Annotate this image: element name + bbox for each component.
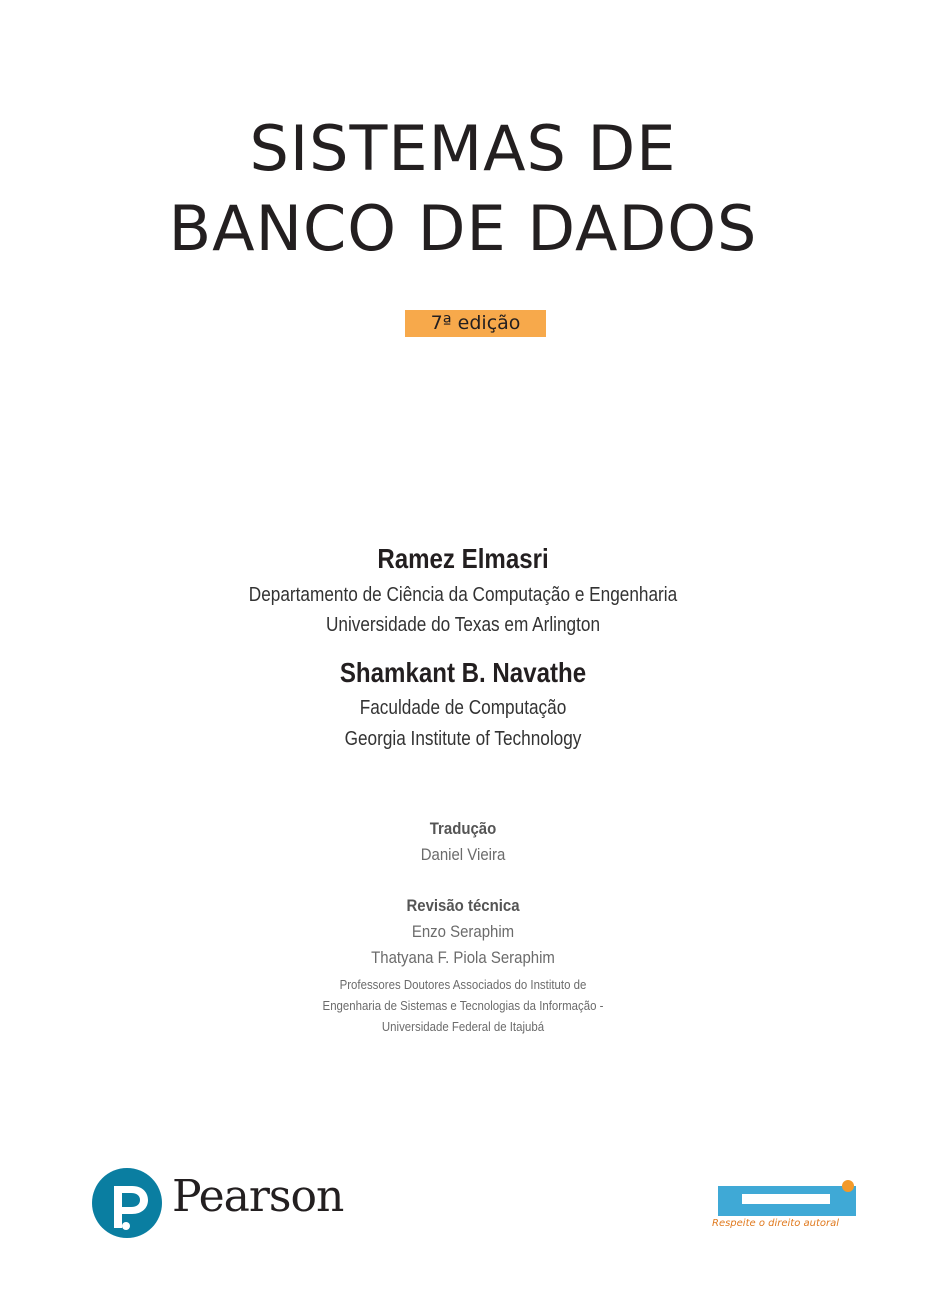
translator-name: Daniel Vieira: [420, 845, 506, 864]
technical-review-heading: Revisão técnica: [406, 896, 520, 915]
book-title-line-2: BANCO DE DADOS: [168, 192, 758, 265]
book-title-line-1: SISTEMAS DE: [249, 112, 677, 185]
reviewer-note-1: Professores Doutores Associados do Instituto de: [339, 977, 587, 992]
copyright-stamp: [712, 1180, 862, 1232]
author-1-affiliation-1: Departamento de Ciência da Computação e Engenharia: [248, 584, 678, 606]
reviewer-note-3: Universidade Federal de Itajubá: [381, 1019, 545, 1034]
publisher-name: Pearson: [172, 1171, 344, 1222]
pearson-logo-icon: [92, 1168, 162, 1238]
author-name-2: Shamkant B. Navathe: [339, 657, 587, 688]
reviewer-note-2: Engenharia de Sistemas e Tecnologias da Informação -: [322, 998, 604, 1013]
author-1-affiliation-2: Universidade do Texas em Arlington: [325, 614, 601, 636]
stamp-dot-icon: [842, 1180, 854, 1192]
author-2-affiliation-1: Faculdade de Computação: [359, 697, 567, 719]
stamp-bar-gap: [742, 1194, 830, 1204]
translation-heading: Tradução: [429, 819, 497, 838]
stamp-text: Respeite o direito autoral: [712, 1218, 840, 1229]
author-2-affiliation-2: Georgia Institute of Technology: [344, 728, 582, 750]
author-name-1: Ramez Elmasri: [377, 543, 549, 574]
reviewer-name-2: Thatyana F. Piola Seraphim: [371, 948, 555, 967]
edition-badge: 7ª edição: [405, 310, 546, 337]
reviewer-name-1: Enzo Seraphim: [411, 922, 515, 941]
